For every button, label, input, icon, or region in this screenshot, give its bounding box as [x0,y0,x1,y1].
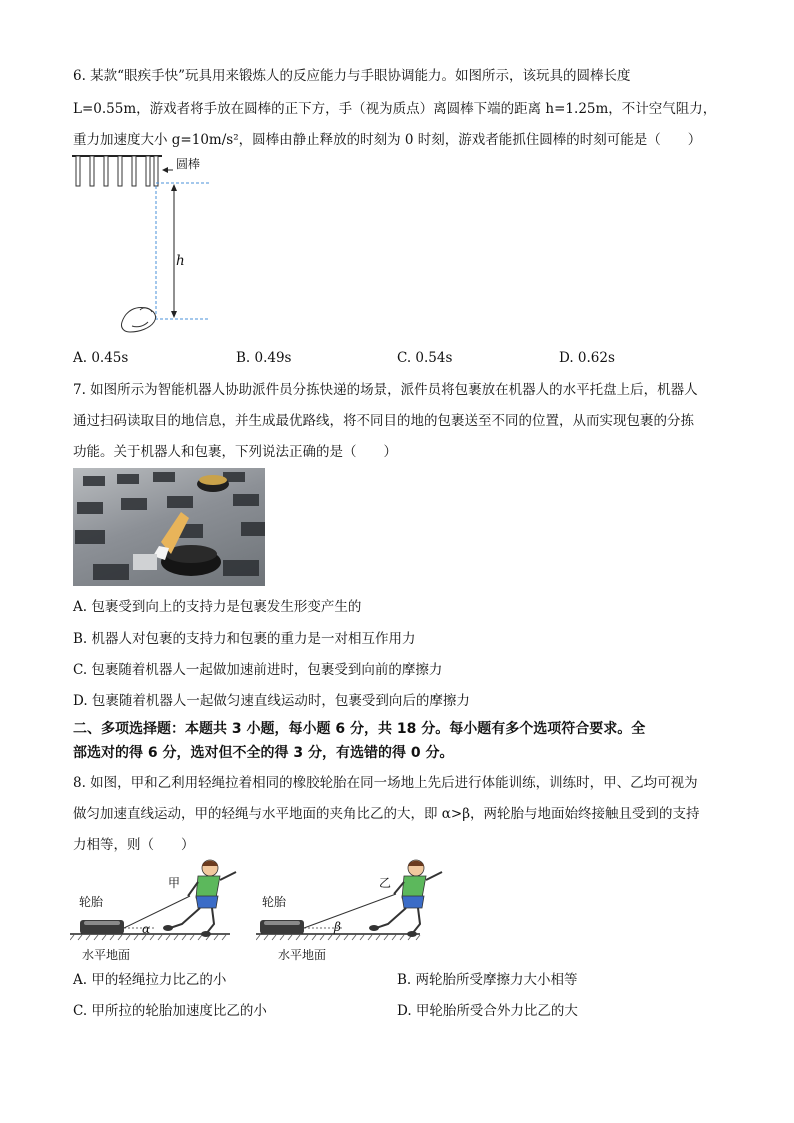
q6-rod-figure [70,150,250,340]
q7-stem-line-3: 功能。关于机器人和包裹，下列说法正确的是（ ） [73,444,397,460]
section2-heading-line-2: 部选对的得 6 分，选对但不全的得 3 分，有选错的得 0 分。 [73,745,454,761]
q7-option-d[interactable]: D. 包裹随着机器人一起做匀速直线运动时，包裹受到向后的摩擦力 [73,693,470,709]
q6-option-b[interactable]: B. 0.49s [236,350,292,366]
q7-option-b[interactable]: B. 机器人对包裹的支持力和包裹的重力是一对相互作用力 [73,631,416,647]
q6-option-c[interactable]: C. 0.54s [397,350,453,366]
q8-right-person-label: 乙 [379,876,392,890]
q6-rod-label: 圆棒 [176,157,201,171]
q7-stem-line-1: 7. 如图所示为智能机器人协助派件员分拣快递的场景，派件员将包裹放在机器人的水平托盘上后，机器人 [73,382,698,398]
q8-option-b[interactable]: B. 两轮胎所受摩擦力大小相等 [397,972,578,988]
q8-stem-line-1: 8. 如图，甲和乙利用轻绳拉着相同的橡胶轮胎在同一场地上先后进行体能训练，训练时，甲、乙均可视为 [73,775,698,791]
q8-right-tire-label: 轮胎 [262,895,287,909]
q8-option-c[interactable]: C. 甲所拉的轮胎加速度比乙的小 [73,1003,267,1019]
q8-left-person-label: 甲 [168,876,181,890]
q7-stem-line-2: 通过扫码读取目的地信息，并生成最优路线，将不同目的地的包裹送至不同的位置，从而实现包裹的分拣 [73,413,694,429]
q6-stem-line-1: 6. 某款“眼疾手快”玩具用来锻炼人的反应能力与手眼协调能力。如图所示，该玩具的圆棒长度 [73,68,631,84]
q8-option-a[interactable]: A. 甲的轻绳拉力比乙的小 [73,972,227,988]
q8-right-angle-label: β [334,920,341,934]
sorting-robot-photo [73,468,265,586]
q8-option-d[interactable]: D. 甲轮胎所受合外力比乙的大 [397,1003,578,1019]
section2-heading-line-1: 二、多项选择题：本题共 3 小题，每小题 6 分，共 18 分。每小题有多个选项符合要求。全 [73,721,646,737]
q8-stem-line-2: 做匀加速直线运动，甲的轻绳与水平地面的夹角比乙的大，即 α>β，两轮胎与地面始终接触且受到的支持 [73,806,700,822]
q6-stem-line-3: 重力加速度大小 g=10m/s²，圆棒由静止释放的时刻为 0 时刻，游戏者能抓住圆棒的时刻可能是（ ） [73,132,702,148]
q6-option-a[interactable]: A. 0.45s [73,350,129,366]
q6-h-label: h [176,253,185,269]
q6-stem-line-2: L=0.55m，游戏者将手放在圆棒的正下方，手（视为质点）离圆棒下端的距离 h=1.25m，不计空气阻力， [73,101,717,117]
q7-option-c[interactable]: C. 包裹随着机器人一起做加速前进时，包裹受到向前的摩擦力 [73,662,443,678]
q8-right-ground-label: 水平地面 [278,948,327,962]
q6-option-d[interactable]: D. 0.62s [559,350,615,366]
q8-stem-line-3: 力相等，则（ ） [73,837,195,853]
q8-left-ground-label: 水平地面 [82,948,131,962]
q8-left-angle-label: α [142,922,151,936]
q8-left-tire-label: 轮胎 [79,895,104,909]
q7-option-a[interactable]: A. 包裹受到向上的支持力是包裹发生形变产生的 [73,599,362,615]
